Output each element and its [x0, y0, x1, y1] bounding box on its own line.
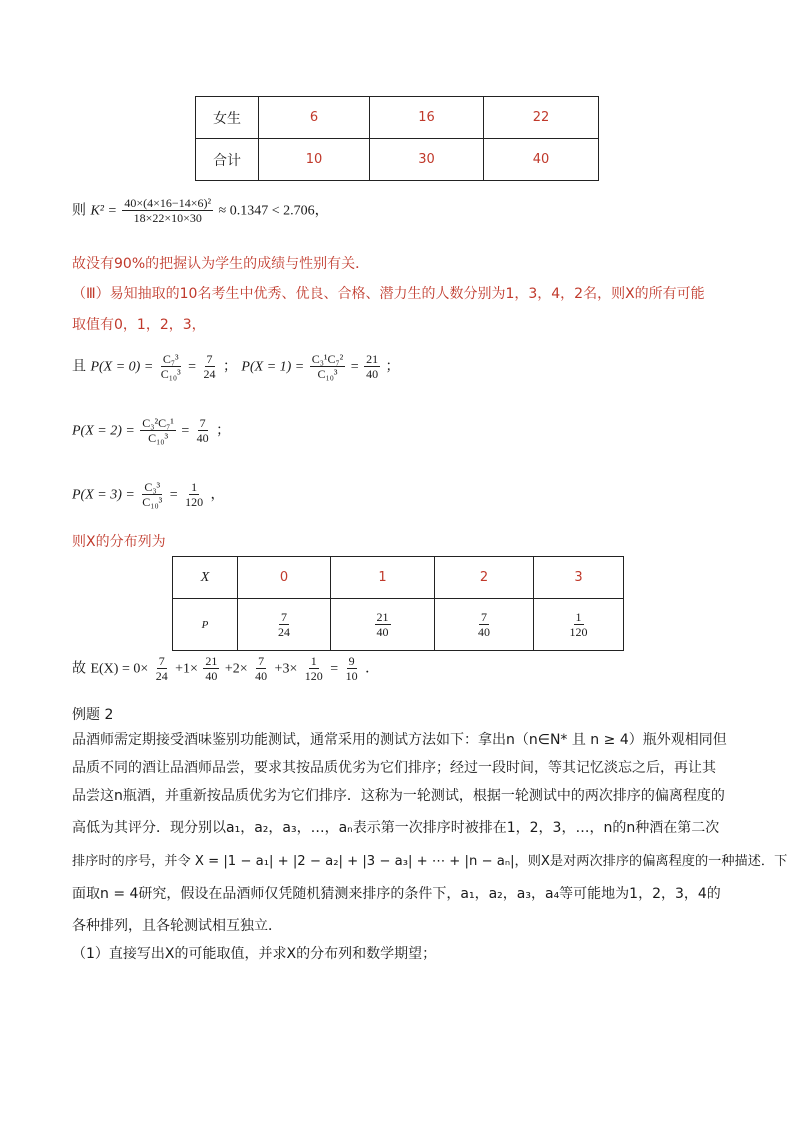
fraction: [195, 416, 211, 445]
denominator: C₁₀³: [148, 431, 169, 445]
table-row: [196, 97, 599, 139]
prob-x2: P(X = 2) = $\frac{\text{C₃²C₇¹}}{\text{C₁₀³}}$ = $\frac{7}{40}$ ；: [72, 416, 231, 445]
p-value: [331, 599, 435, 651]
numerator: 7: [199, 416, 206, 430]
numerator: C₃³: [144, 480, 161, 494]
numerator: 40×(4×16−14×6)²: [124, 196, 212, 210]
operator: +2×: [224, 661, 248, 677]
fraction: [344, 654, 360, 683]
paragraph-line: 面取n = 4研究，假设在品酒师仅凭随机猜测来排序的条件下，a₁，a₂，a₃，a₄等可能地为1，2，3，4的: [72, 886, 721, 902]
denominator: 40: [478, 625, 490, 639]
fraction: [122, 196, 213, 225]
numerator: 7: [258, 654, 265, 668]
text: ；: [222, 358, 237, 375]
numerator: 21: [366, 352, 379, 366]
formula-lhs: P(X = 0) =: [90, 359, 154, 375]
p-value: [435, 599, 534, 651]
denominator: 40: [376, 625, 389, 639]
paragraph-line: （1）直接写出X的可能取值，并求X的分布列和数学期望；: [72, 946, 437, 962]
prob-x3: P(X = 3) = $\frac{\text{C₃³}}{\text{C₁₀³}}$ = $\frac{1}{120}$ ，: [72, 480, 225, 509]
formula-lhs: P(X = 1) =: [241, 359, 305, 375]
text: 则: [72, 202, 86, 219]
example-body: [72, 726, 788, 968]
paragraph-line: 各种排列，且各轮测试相互独立．: [72, 918, 282, 934]
text: ；: [216, 422, 231, 439]
denominator: 40: [255, 669, 268, 683]
numerator: 1: [310, 654, 317, 668]
formula-lhs: P(X = 3) =: [72, 487, 135, 503]
cell: 22: [484, 97, 599, 139]
numerator: 21: [205, 654, 218, 668]
paragraph-line: 品尝这n瓶酒，并重新按品质优劣为它们排序．这称为一轮测试，根据一轮测试中的两次排序的偏离程度的: [72, 788, 725, 804]
operator: +1×: [175, 661, 198, 677]
denominator: 24: [278, 625, 290, 639]
x-label: X: [173, 557, 238, 599]
p-value: [534, 599, 624, 651]
expectation-formula: [72, 654, 379, 683]
x-value: 3: [534, 557, 624, 599]
fraction: [364, 352, 380, 381]
operator: =: [330, 661, 339, 677]
fraction: [154, 654, 170, 683]
numerator: C₇³: [162, 352, 179, 366]
cell: 16: [370, 97, 484, 139]
fraction: [140, 480, 164, 509]
conclusion-text: 故没有90%的把握认为学生的成绩与性别有关．: [72, 256, 370, 272]
denominator: 18×22×10×30: [133, 211, 202, 225]
table-row: [173, 557, 624, 599]
table-row: [196, 139, 599, 181]
fraction: [303, 654, 325, 683]
denominator: 24: [203, 367, 216, 381]
fraction: [253, 654, 269, 683]
numerator: C₃²C₇¹: [142, 416, 174, 430]
numerator: 7: [206, 352, 213, 366]
x-value: 0: [238, 557, 331, 599]
formula-lhs: E(X) = 0×: [90, 661, 149, 677]
k-squared-formula: [72, 196, 329, 225]
contingency-table: [195, 96, 599, 181]
paragraph-line: 高低为其评分．现分别以a₁，a₂，a₃，…，aₙ表示第一次排序时被排在1，2，3，…，n的n种酒在第二次: [72, 820, 720, 836]
distribution-table: [172, 556, 624, 651]
denominator: 10: [345, 669, 358, 683]
cell: 40: [484, 139, 599, 181]
formula-lhs: K² =: [90, 203, 117, 219]
fraction: [310, 352, 346, 381]
denominator: C₁₀³: [142, 495, 163, 509]
numerator: 9: [348, 654, 355, 668]
formula-rhs: ≈ 0.1347 < 2.706，: [218, 203, 329, 219]
fraction: [202, 352, 218, 381]
denominator: 40: [205, 669, 218, 683]
denominator: 120: [185, 495, 204, 509]
fraction: [159, 352, 183, 381]
numerator: 7: [281, 610, 287, 624]
row-label: 女生: [196, 97, 259, 139]
denominator: C₁₀³: [160, 367, 181, 381]
formula-lhs: P(X = 2) =: [72, 423, 135, 439]
prob-x0-x1: 且 P(X = 0) = $\frac{\text{C₇³}}{\text{C₁₀³}}$ = $\frac{7}{24}$ ； P(X = 1) = $\frac{\text{C₃¹C₇²}}{\text{C₁₀³}}$ = $\frac{21}{40}$ ；: [72, 352, 400, 381]
cell: 10: [259, 139, 370, 181]
table-row: [173, 599, 624, 651]
paragraph-line: 品酒师需定期接受酒味鉴别功能测试，通常采用的测试方法如下：拿出n（n∈N* 且 n ≥ 4）瓶外观相同但: [72, 732, 727, 748]
fraction: [183, 480, 205, 509]
paragraph-line: 品质不同的酒让品酒师品尝，要求其按品质优劣为它们排序；经过一段时间，等其记忆淡忘之后，再让其: [72, 760, 716, 776]
p-value: [238, 599, 331, 651]
text: 且: [72, 358, 86, 375]
text: ；: [385, 358, 400, 375]
denominator: 120: [569, 625, 588, 639]
denominator: 40: [196, 431, 209, 445]
p-label: P: [173, 599, 238, 651]
numerator: C₃¹C₇²: [311, 352, 344, 366]
cell: 30: [370, 139, 484, 181]
denominator: 120: [304, 669, 323, 683]
text: ，: [210, 486, 225, 503]
paragraph-line: 排序时的序号，并令 X = |1 − a₁| + |2 − a₂| + |3 − a₃| + ⋯ + |n − aₙ|，则X是对两次排序的偏离程度的一种描述．下: [72, 854, 788, 869]
fraction: [140, 416, 176, 445]
operator: +3×: [274, 661, 298, 677]
fraction: [203, 654, 219, 683]
numerator: 21: [376, 610, 389, 624]
numerator: 7: [158, 654, 165, 668]
x-value: 1: [331, 557, 435, 599]
denominator: 40: [366, 367, 379, 381]
part3-line2: 取值有0，1，2，3，: [72, 317, 206, 333]
denominator: C₁₀³: [317, 367, 338, 381]
denominator: 24: [155, 669, 168, 683]
text: 故: [72, 660, 86, 677]
x-value: 2: [435, 557, 534, 599]
cell: 6: [259, 97, 370, 139]
numerator: 1: [575, 610, 582, 624]
example-heading: 例题 2: [72, 707, 114, 723]
part3-line1: （Ⅲ）易知抽取的10名考生中优秀、优良、合格、潜力生的人数分别为1，3，4，2名，则X的所有可能: [72, 286, 705, 302]
numerator: 7: [481, 610, 487, 624]
numerator: 1: [191, 480, 198, 494]
text: ．: [365, 660, 380, 677]
distribution-intro: 则X的分布列为: [72, 534, 166, 550]
row-label: 合计: [196, 139, 259, 181]
